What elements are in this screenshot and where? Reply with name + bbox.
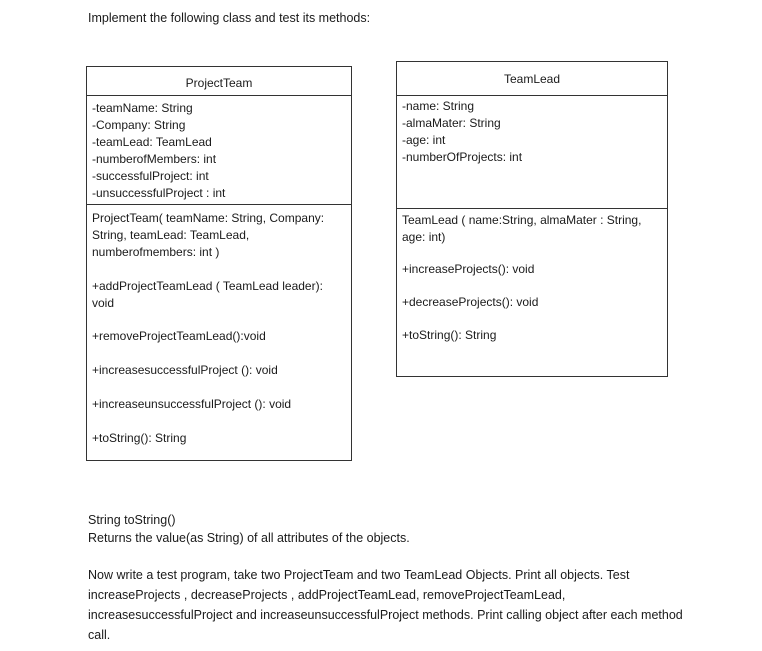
projectteam-class-box xyxy=(86,66,352,461)
attribute: -age: int xyxy=(402,133,446,147)
attribute: -numberofMembers: int xyxy=(92,152,217,166)
method: +increasesuccessfulProject (): void xyxy=(92,363,278,377)
method: +toString(): String xyxy=(402,328,497,342)
method: +addProjectTeamLead ( TeamLead leader): void xyxy=(92,279,323,310)
attribute: -successfulProject: int xyxy=(92,169,209,183)
method-constructor: ProjectTeam( teamName: String, Company: String, teamLead: TeamLead, numberofmembers: int ) xyxy=(92,211,325,259)
attribute: -teamLead: TeamLead xyxy=(92,135,212,149)
attribute: -Company: String xyxy=(92,118,186,132)
attribute: -name: String xyxy=(402,99,475,113)
attribute: -numberOfProjects: int xyxy=(402,150,523,164)
tostring-description: Returns the value(as String) of all attributes of the objects. xyxy=(88,531,410,545)
method: +increaseProjects(): void xyxy=(402,262,535,276)
teamlead-methods xyxy=(397,209,667,344)
method-constructor: TeamLead ( name:String, almaMater : String, age: int) xyxy=(402,213,642,244)
attribute: -unsuccessfulProject : int xyxy=(92,186,226,200)
task-instructions: Now write a test program, take two ProjectTeam and two TeamLead Objects. Print all objects. Test increaseProjects , decreaseProjects , addProjectTeamLead, removeProjectTeamLead, increasesuccessfulProject and increaseunsuccessfulProject methods. Print calling object after each method call. xyxy=(88,568,683,642)
projectteam-methods xyxy=(87,205,351,447)
projectteam-attributes xyxy=(87,96,351,205)
tostring-signature: String toString() xyxy=(88,513,176,527)
attribute: -almaMater: String xyxy=(402,116,501,130)
method: +removeProjectTeamLead():void xyxy=(92,329,266,343)
method: +increaseunsuccessfulProject (): void xyxy=(92,397,292,411)
method: +toString(): String xyxy=(92,431,187,445)
intro-text: Implement the following class and test its methods: xyxy=(88,11,371,25)
method: +decreaseProjects(): void xyxy=(402,295,539,309)
attribute: -teamName: String xyxy=(92,101,193,115)
teamlead-attributes xyxy=(397,96,667,209)
projectteam-class-name: ProjectTeam xyxy=(87,67,351,96)
teamlead-class-box xyxy=(396,61,668,377)
teamlead-class-name: TeamLead xyxy=(397,62,667,96)
